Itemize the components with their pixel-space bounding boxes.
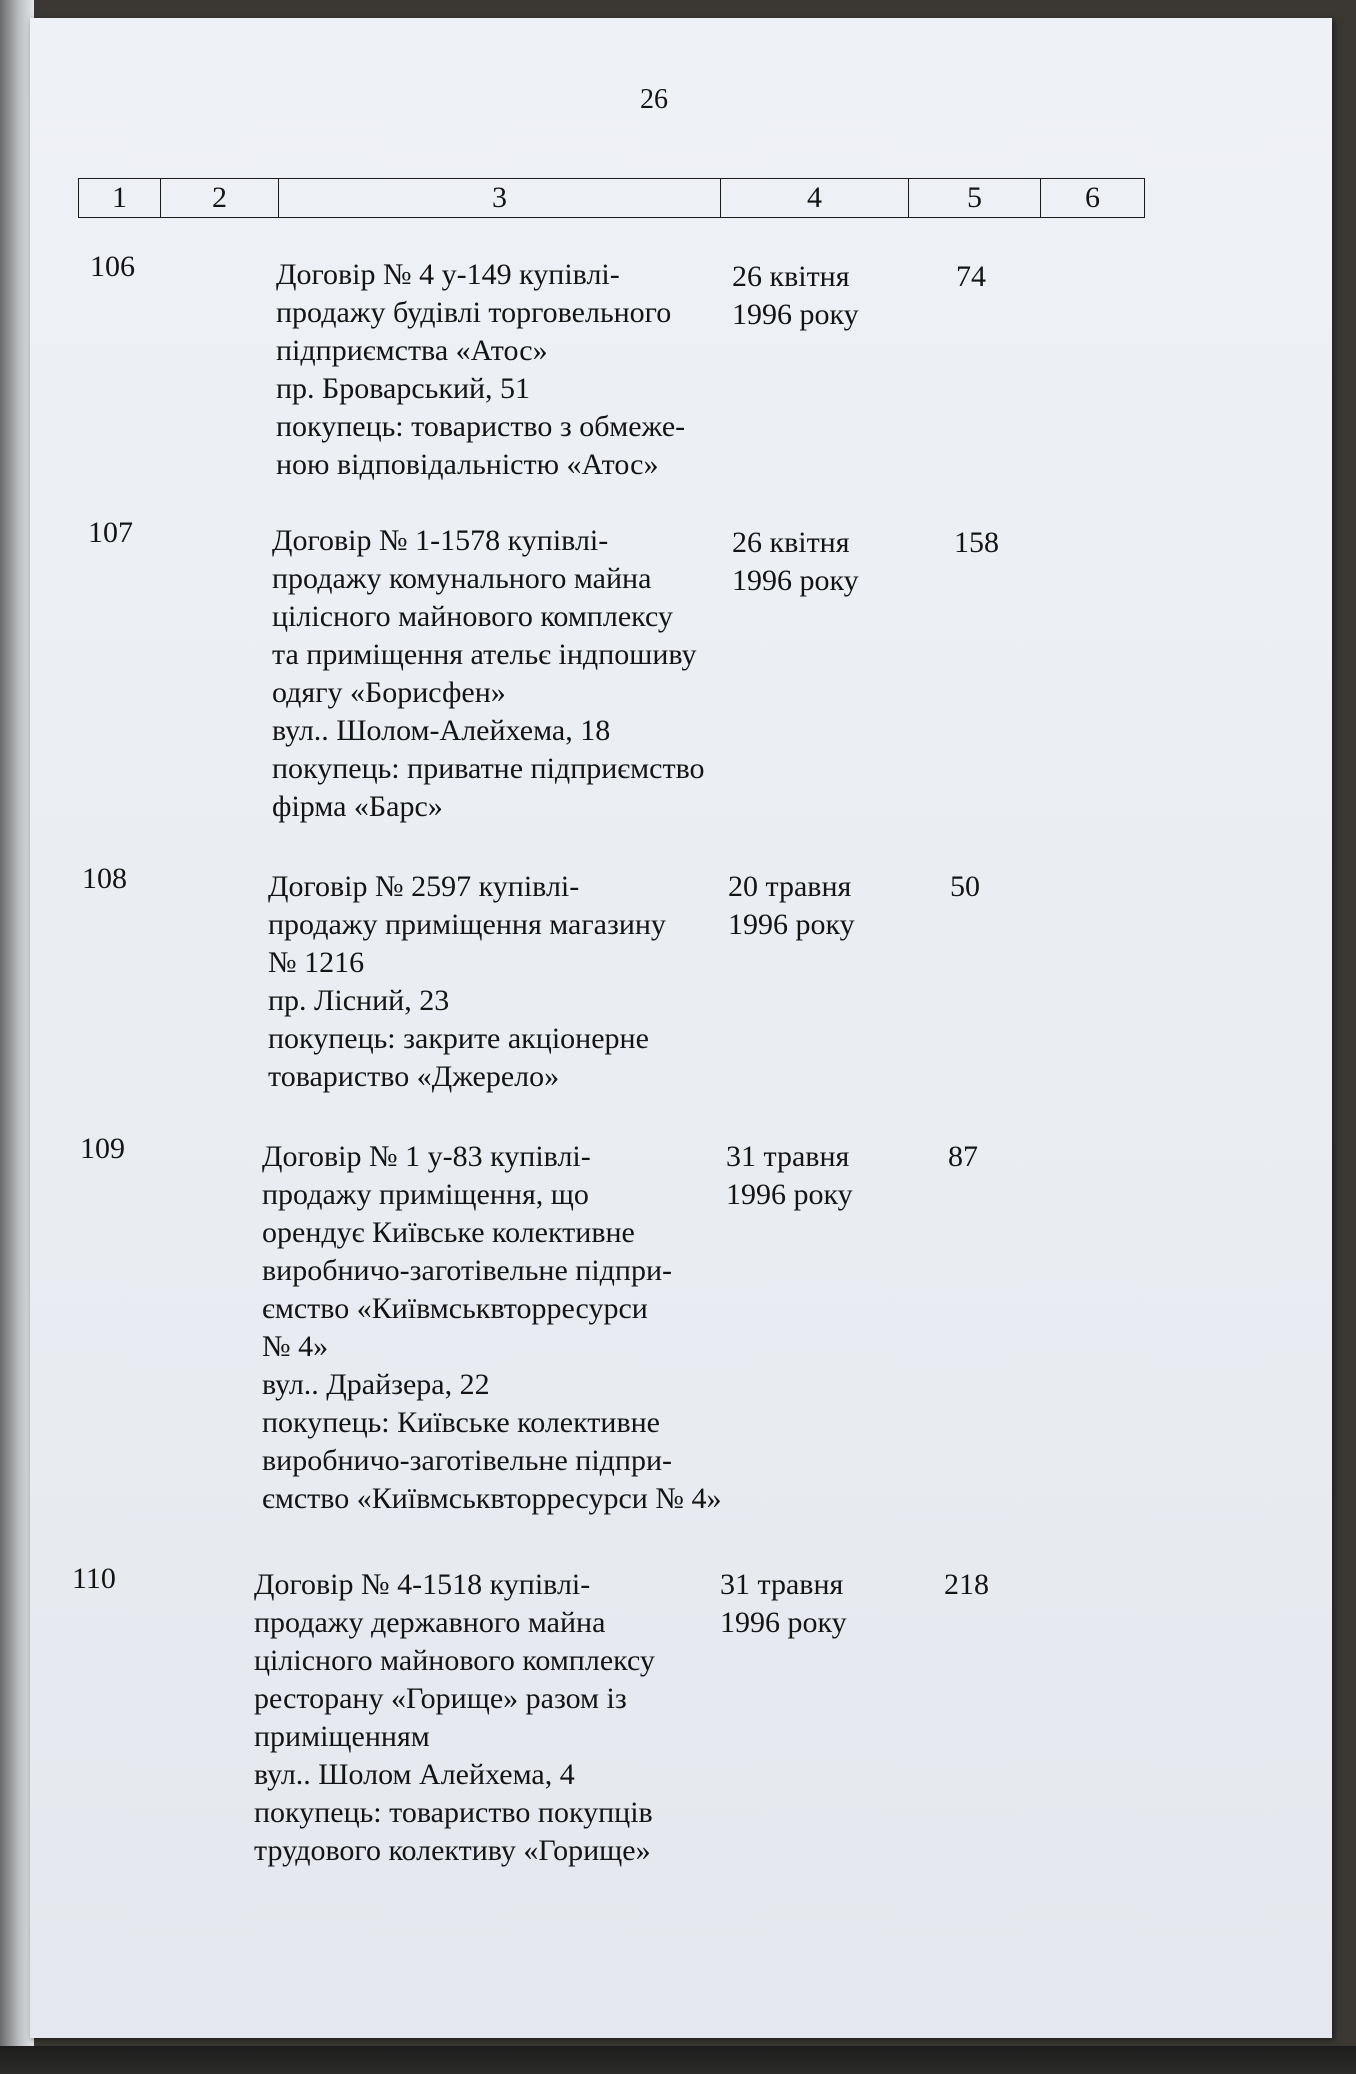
description-line: вул.. Драйзера, 22 [262,1368,490,1401]
entry-description [254,1566,744,1870]
description-line: Договір № 1-1578 купівлі- [272,524,609,557]
description-line: пр. Лісний, 23 [268,984,450,1017]
column-header: 2 [161,179,279,218]
date-line: 1996 року [720,1606,847,1639]
entry-date [728,868,855,944]
description-line: Договір № 4-1518 купівлі- [254,1568,591,1601]
page-number: 26 [640,84,668,115]
description-line: пр. Броварський, 51 [276,372,531,405]
description-line: вул.. Шолом Алейхема, 4 [254,1758,575,1791]
description-line: одягу «Борисфен» [272,676,506,709]
description-line: товариство «Джерело» [268,1060,560,1093]
description-line: № 4» [262,1330,329,1363]
column-header: 5 [909,179,1041,218]
entry-sheet-count: 74 [956,260,986,293]
entry-number: 106 [90,250,135,283]
column-header: 4 [721,179,909,218]
description-line: № 1216 [268,946,365,979]
description-line: продажу будівлі торговельного [276,296,672,329]
entry-number: 107 [88,516,133,549]
description-line: ною відповідальністю «Атос» [276,448,659,481]
date-line: 26 квітня [732,526,850,559]
date-line: 20 травня [728,870,852,903]
description-line: ємство «Київмськвторресурси № 4» [262,1482,722,1515]
entry-number: 109 [80,1132,125,1165]
entry-number: 108 [82,862,127,895]
description-line: Договір № 2597 купівлі- [268,870,580,903]
description-line: покупець: приватне підприємство [272,752,705,785]
page-bottom-edge [0,2046,1356,2074]
entry-description [268,868,758,1096]
column-header-row [79,179,1145,218]
description-line: цілісного майнового комплексу [272,600,673,633]
entry-description [276,256,766,484]
description-line: покупець: закрите акціонерне [268,1022,649,1055]
description-line: ресторану «Горище» разом із [254,1682,627,1715]
entry-description [262,1138,752,1518]
description-line: покупець: Київське колективне [262,1406,660,1439]
date-line: 26 квітня [732,260,850,293]
entry-description [272,522,762,826]
description-line: продажу приміщення магазину [268,908,666,941]
entry-date [732,258,859,334]
column-header: 1 [79,179,161,218]
entry-number: 110 [72,1562,116,1595]
date-line: 31 травня [726,1140,850,1173]
entry-sheet-count: 218 [944,1568,989,1601]
description-line: продажу приміщення, що [262,1178,589,1211]
description-line: виробничо-заготівельне підпри- [262,1444,673,1477]
description-line: трудового колективу «Горище» [254,1834,651,1867]
date-line: 1996 року [728,908,855,941]
date-line: 1996 року [732,564,859,597]
entry-sheet-count: 50 [950,870,980,903]
description-line: покупець: товариство покупців [254,1796,653,1829]
description-line: Договір № 4 у-149 купівлі- [276,258,620,291]
entry-date [726,1138,853,1214]
description-line: орендує Київське колективне [262,1216,635,1249]
column-header: 3 [279,179,721,218]
date-line: 31 травня [720,1568,844,1601]
description-line: підприємства «Атос» [276,334,548,367]
binder-spine [0,0,34,2074]
description-line: приміщенням [254,1720,430,1753]
date-line: 1996 року [726,1178,853,1211]
entry-sheet-count: 158 [954,526,999,559]
description-line: цілісного майнового комплексу [254,1644,655,1677]
description-line: продажу комунального майна [272,562,652,595]
column-header-table [78,178,1145,218]
entry-sheet-count: 87 [948,1140,978,1173]
description-line: вул.. Шолом-Алейхема, 18 [272,714,611,747]
entry-date [720,1566,847,1642]
description-line: покупець: товариство з обмеже- [276,410,686,443]
description-line: ємство «Київмськвторресурси [262,1292,648,1325]
entry-date [732,524,859,600]
description-line: виробничо-заготівельне підпри- [262,1254,673,1287]
description-line: продажу державного майна [254,1606,606,1639]
description-line: та приміщення ательє індпошиву [272,638,697,671]
date-line: 1996 року [732,298,859,331]
description-line: фірма «Барс» [272,790,443,823]
description-line: Договір № 1 у-83 купівлі- [262,1140,591,1173]
column-header: 6 [1041,179,1145,218]
